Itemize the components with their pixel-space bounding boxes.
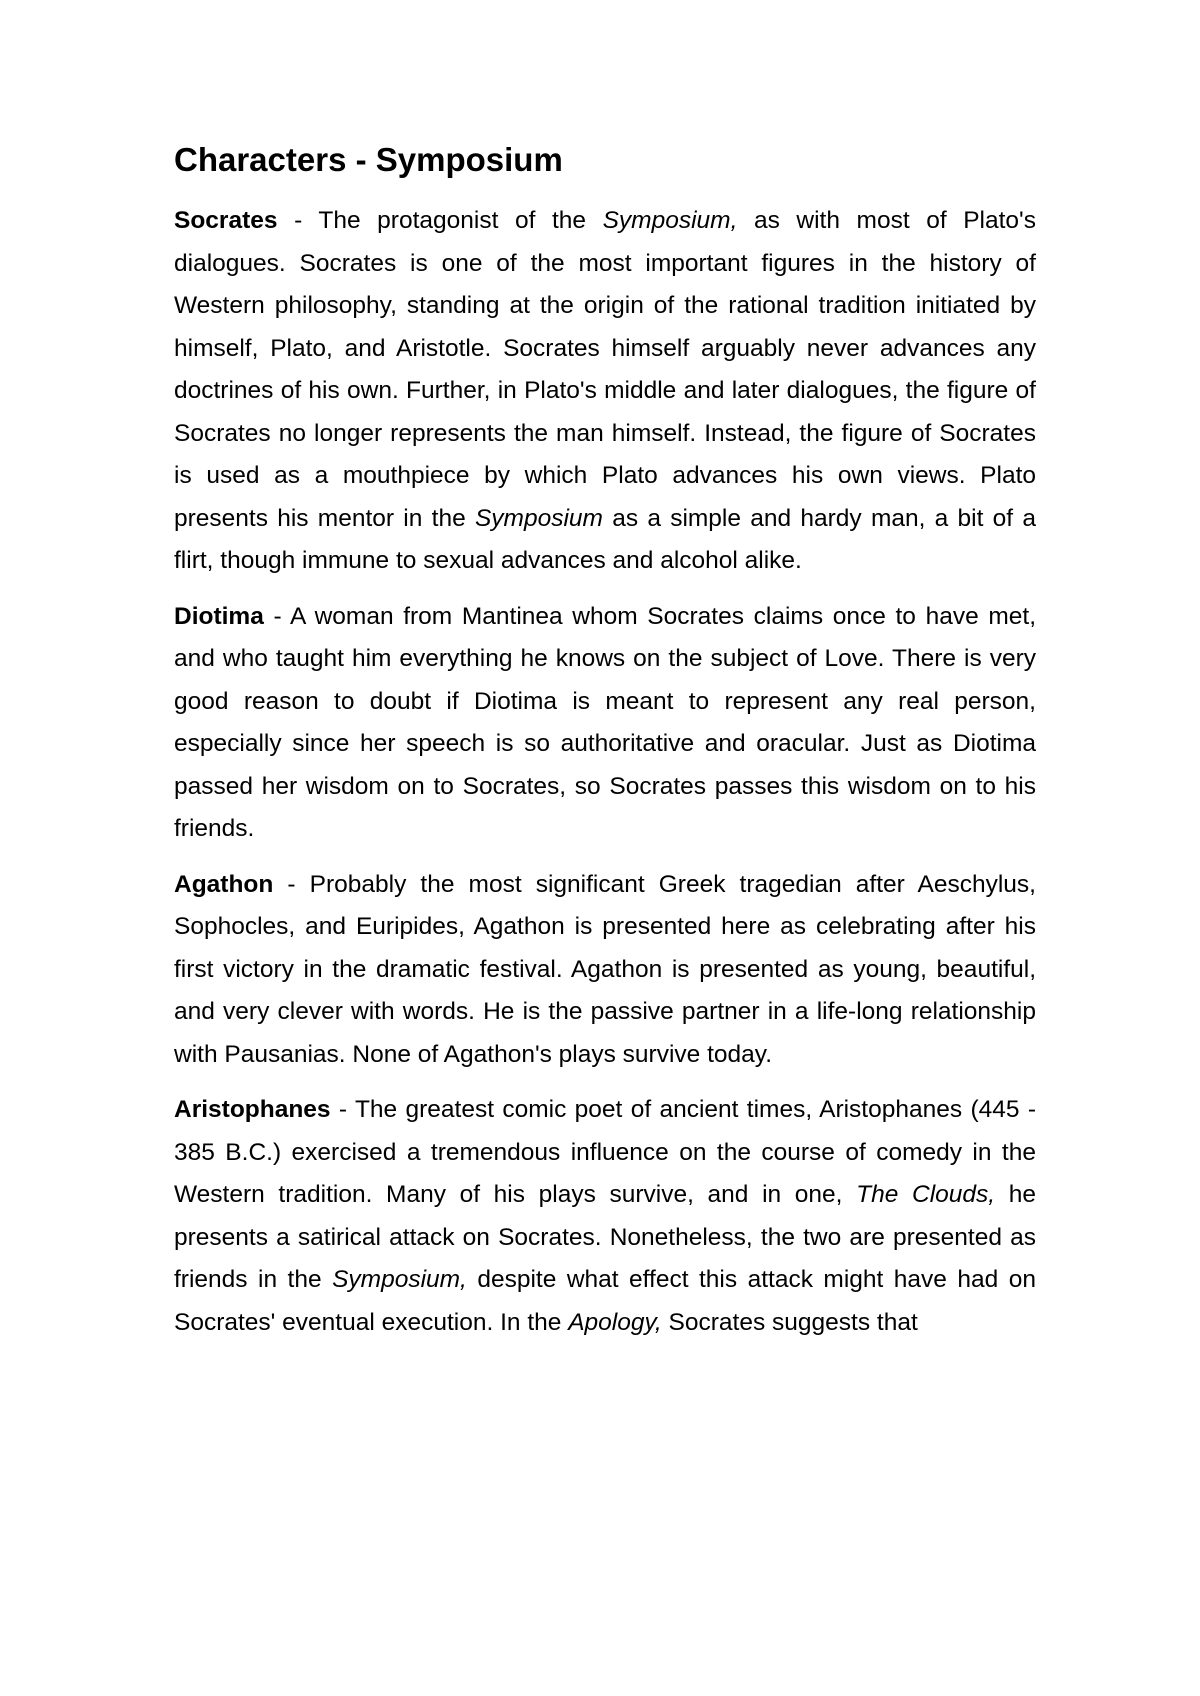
entry-text: Probably the most significant Greek tragedian after Aeschylus, Sophocles, and Euripides, Agathon is presented here as celebrating after his first victory in the dramatic festival. Agathon is presented as young, beautiful, and very clever with words. He is the passive partner in a life-long relationship with Pausanias. None of Agathon's plays survive today. (174, 870, 1036, 1068)
work-title: Apology, (568, 1308, 662, 1336)
entry-separator: - (277, 207, 319, 234)
entry-text: A woman from Mantinea whom Socrates claims once to have met, and who taught him everything he knows on the subject of Love. There is very good reason to doubt if Diotima is meant to represent any real person, especially since her speech is so authoritative and oracular. Just as Diotima passed her wisdom on to Socrates, so Socrates passes this wisdom on to his friends. (174, 602, 1036, 842)
entry-text: as a simple and hardy man, a bit of a flirt, though immune to sexual advances and alcohol alike. (174, 504, 1036, 574)
document-title: Characters - Symposium (174, 141, 563, 178)
work-title: Symposium, (602, 207, 738, 234)
entry-text: The protagonist of the (318, 207, 603, 234)
character-name: Diotima (174, 602, 264, 630)
document-page (174, 138, 1036, 1357)
entry-text: Socrates suggests that (661, 1308, 918, 1336)
entry-separator: - (330, 1096, 355, 1123)
entry-text: as with most of Plato's dialogues. Socrates is one of the most important figures in the history of Western philosophy, standing at the origin of the rational tradition initiated by himself, Plato, and Aristotle. Socrates himself arguably never advances any doctrines of his own. Further, in Plato's middle and later dialogues, the figure of Socrates no longer represents the man himself. Instead, the figure of Socrates is used as a mouthpiece by which Plato advances his own views. Plato presents his mentor in the (174, 207, 1036, 532)
character-entry-diotima (174, 596, 1036, 851)
character-name: Agathon (174, 870, 274, 898)
entry-text: he presents a satirical attack on Socrates. Nonetheless, the two are presented as friends in the (174, 1181, 1036, 1293)
work-title: Symposium (474, 504, 603, 532)
character-entry-socrates (174, 200, 1036, 583)
work-title: The Clouds, (856, 1181, 996, 1208)
character-name: Socrates (174, 207, 278, 234)
character-entry-agathon (174, 864, 1036, 1077)
character-entry-aristophanes (174, 1089, 1036, 1344)
entry-text: The greatest comic poet of ancient times, Aristophanes (445 - 385 B.C.) exercised a tremendous influence on the course of comedy in the Western tradition. Many of his plays survive, and in one, (174, 1096, 1036, 1208)
entry-separator: - (263, 602, 290, 630)
entry-text: despite what effect this attack might have had on Socrates' eventual execution. In the (174, 1266, 1036, 1336)
character-name: Aristophanes (174, 1096, 331, 1123)
entry-separator: - (273, 870, 310, 898)
work-title: Symposium, (332, 1266, 467, 1293)
